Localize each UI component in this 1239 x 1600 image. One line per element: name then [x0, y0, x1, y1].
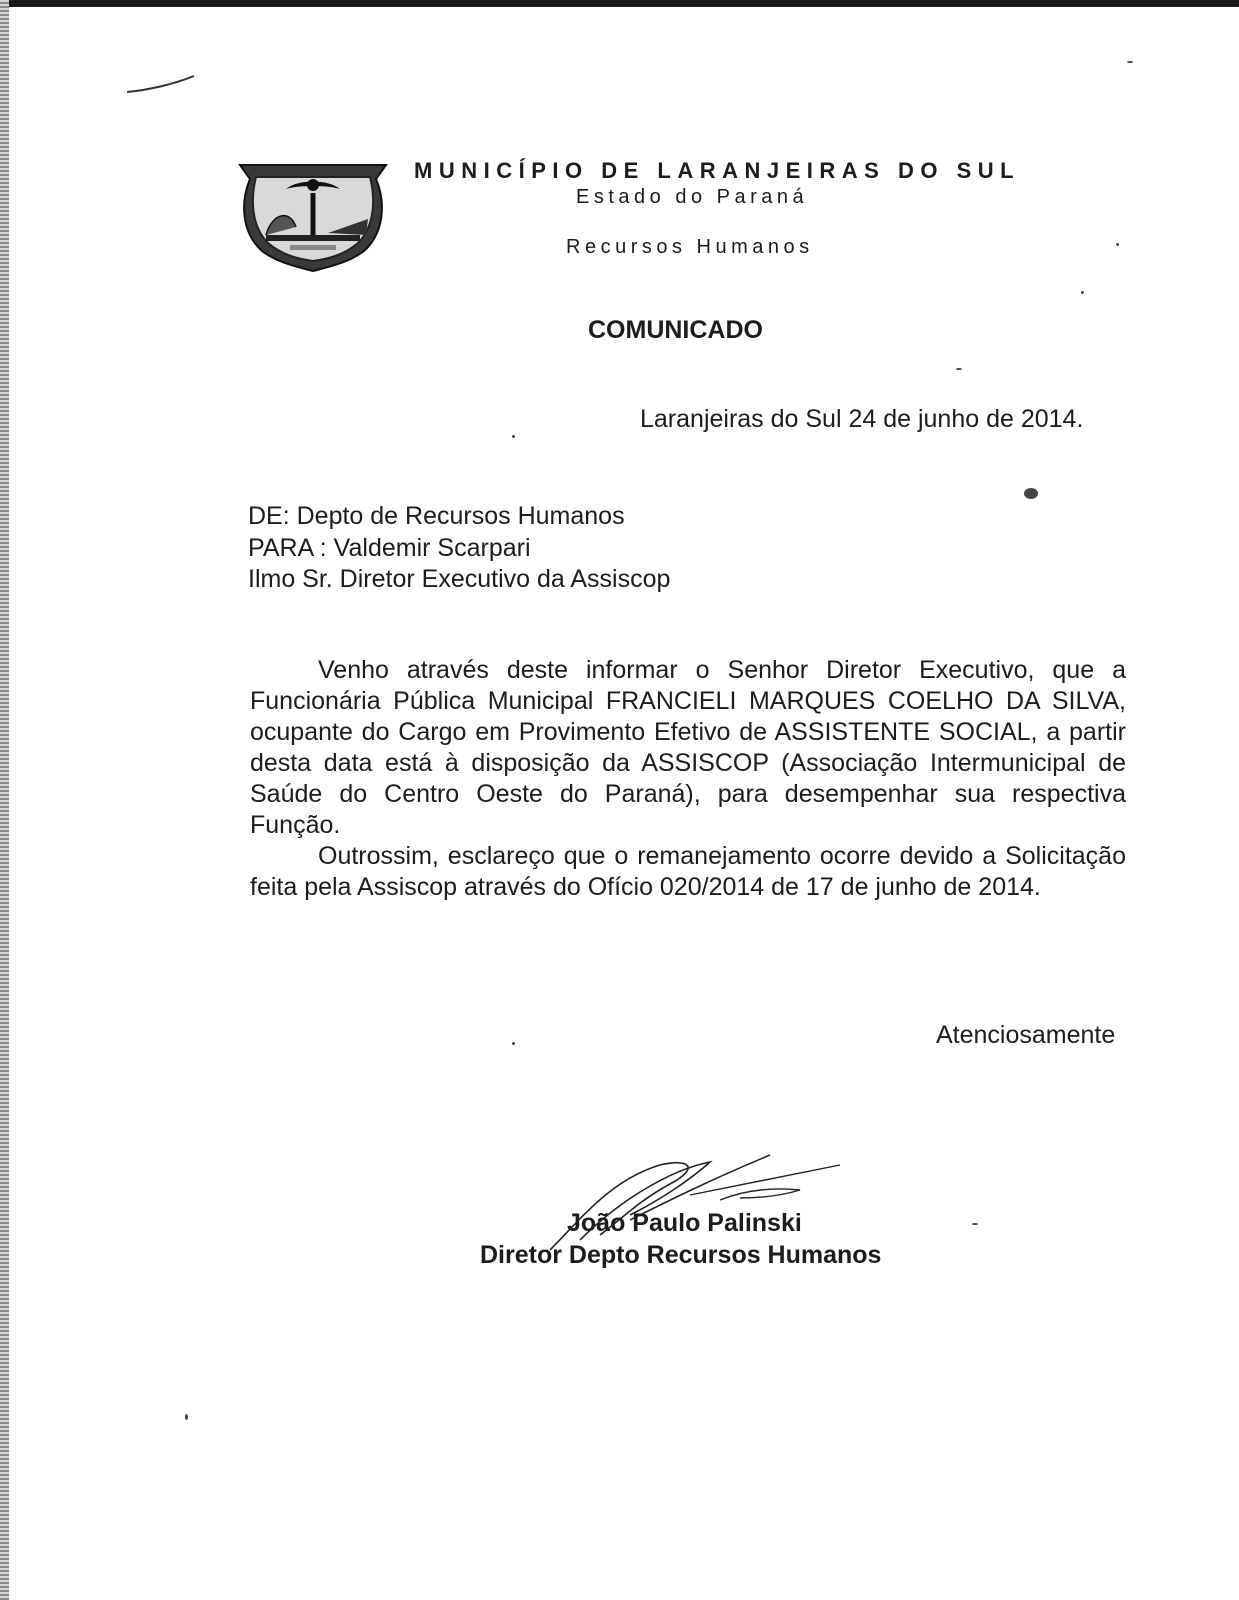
- municipal-crest-logo: [238, 163, 388, 273]
- scan-speck: [972, 1223, 978, 1225]
- body-paragraph-2: Outrossim, esclareço que o remanejamento ocorre devido a Solicitação feita pela Assiscop através do Ofício 020/2014 de 17 de junho de 2014.: [250, 842, 1126, 901]
- signer-role: Diretor Depto Recursos Humanos: [480, 1241, 882, 1269]
- document-title: COMUNICADO: [588, 316, 763, 344]
- scan-speck: [185, 1414, 188, 1420]
- scan-speck: [512, 435, 515, 438]
- municipality-title: MUNICÍPIO DE LARANJEIRAS DO SUL: [414, 158, 1021, 183]
- department-name: Recursos Humanos: [566, 236, 814, 258]
- scan-speck: [512, 1042, 515, 1045]
- body-paragraph-1: Venho através deste informar o Senhor Diretor Executivo, que a Funcionária Pública Municipal FRANCIELI MARQUES COELHO DA SILVA, ocupante do Cargo em Provimento Efetivo de ASSISTENTE SOCIAL, a partir desta data está à disposição da ASSISCOP (Associação Intermunicipal de Saúde do Centro Oeste do Paraná), para desempenhar sua respectiva Função.: [250, 656, 1126, 839]
- scan-speck: [1024, 488, 1038, 499]
- recipient-line: Ilmo Sr. Diretor Executivo da Assiscop: [248, 565, 671, 593]
- state-name: Estado do Paraná: [576, 186, 809, 208]
- from-line: DE: Depto de Recursos Humanos: [248, 502, 625, 530]
- scan-speck: [956, 368, 962, 370]
- scan-left-edge: [0, 0, 9, 1600]
- document-date: Laranjeiras do Sul 24 de junho de 2014.: [640, 405, 1084, 433]
- scan-speck: [1081, 291, 1084, 294]
- scan-speck: [1127, 61, 1133, 63]
- scan-speck: [1116, 243, 1119, 246]
- signer-name: João Paulo Palinski: [567, 1209, 802, 1237]
- closing-salutation: Atenciosamente: [936, 1021, 1116, 1049]
- to-line: PARA : Valdemir Scarpari: [248, 534, 531, 562]
- scan-top-border: [0, 0, 1239, 7]
- pen-stroke-mark: [124, 72, 200, 98]
